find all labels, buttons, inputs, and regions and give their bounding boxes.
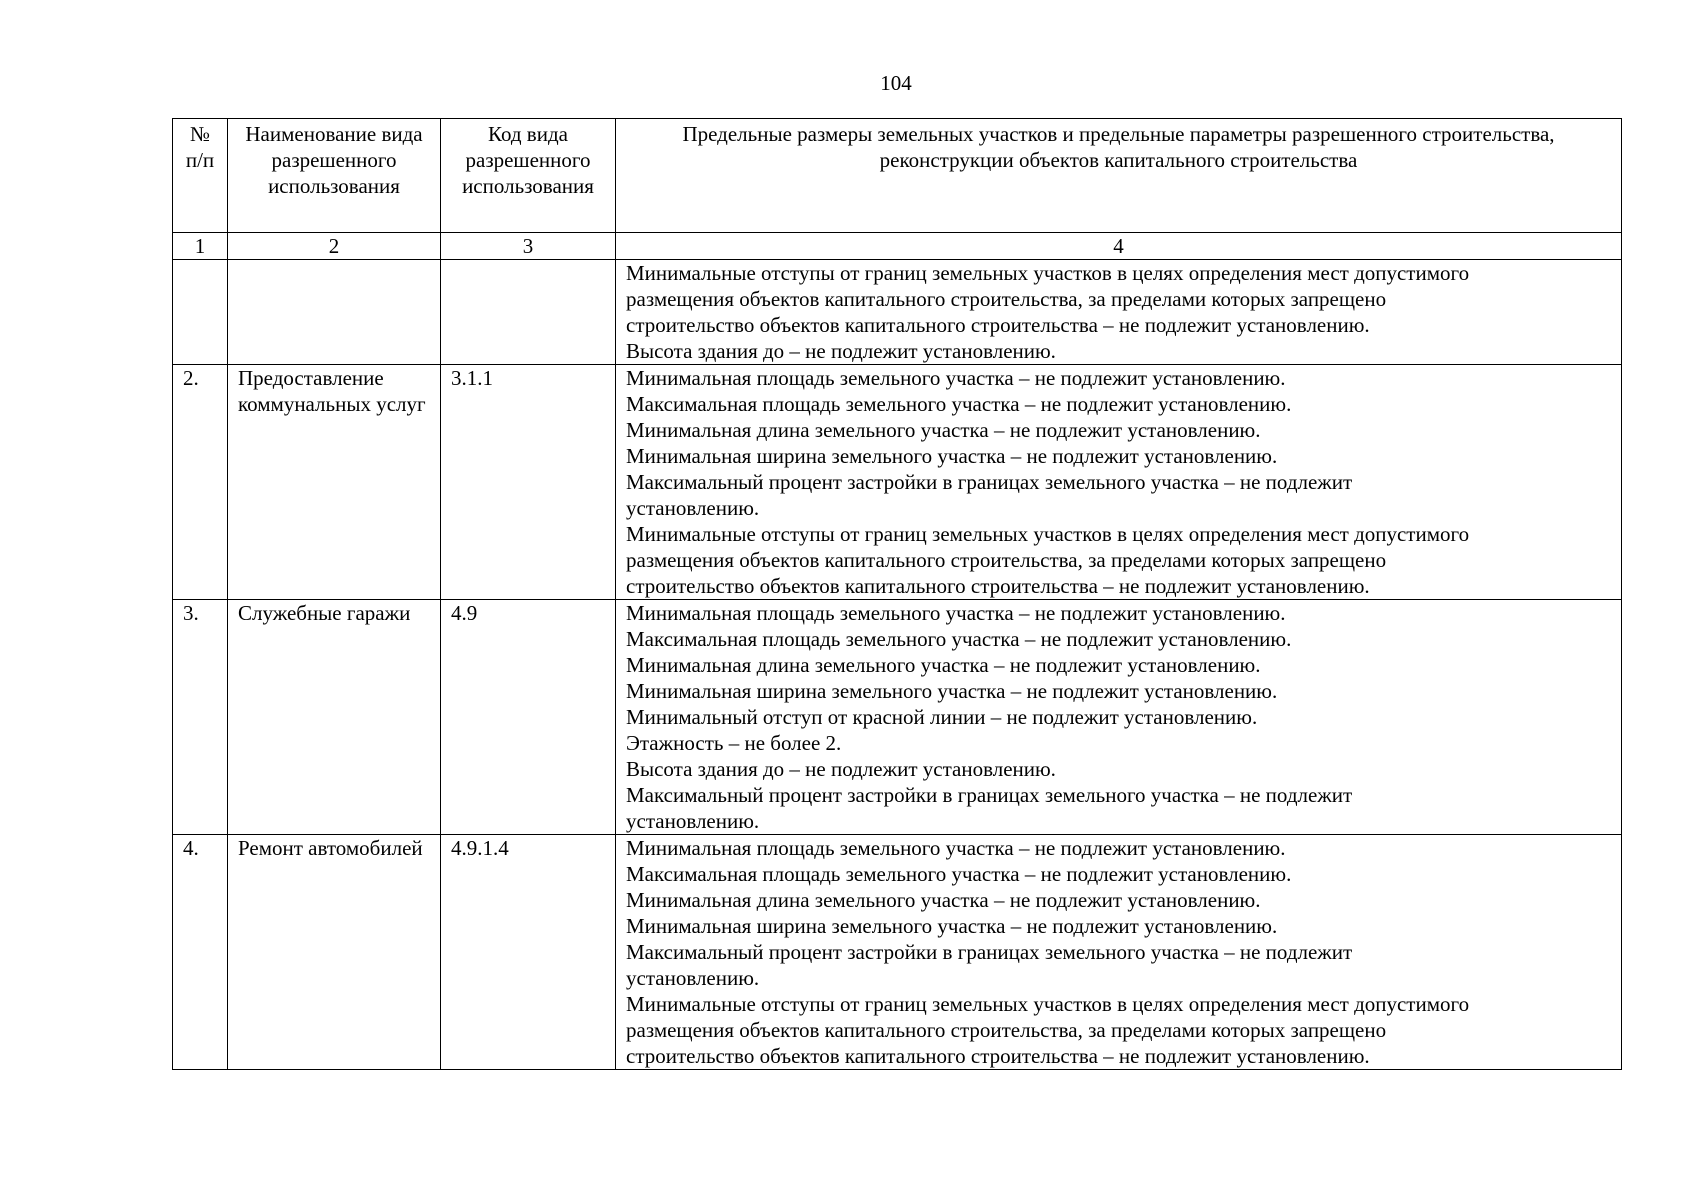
parameter-line: Минимальная ширина земельного участка – не подлежит установлению.: [626, 444, 1278, 468]
parameter-line: установлению.: [626, 966, 760, 990]
parameter-line: Максимальный процент застройки в границах земельного участка – не подлежит: [626, 470, 1353, 494]
use-code: 3.1.1: [441, 365, 616, 600]
header-use-code: Код вида разрешенного использования: [441, 119, 616, 233]
parameter-line: Минимальные отступы от границ земельных участков в целях определения мест допустимого: [626, 992, 1470, 1016]
use-code: 4.9: [441, 600, 616, 835]
parameter-line: размещения объектов капитального строительства, за пределами которых запрещено: [626, 548, 1387, 572]
use-code: [441, 260, 616, 365]
header-number: № п/п: [173, 119, 228, 233]
index-cell: 3: [441, 233, 616, 260]
table-index-row: [173, 233, 1622, 260]
table-row: [173, 835, 1622, 1070]
parameter-line: Минимальная площадь земельного участка – не подлежит установлению.: [626, 836, 1286, 860]
index-cell: 4: [616, 233, 1622, 260]
table-body: [173, 260, 1622, 1070]
parameter-line: Минимальная ширина земельного участка – не подлежит установлению.: [626, 914, 1278, 938]
row-number: 2.: [173, 365, 228, 600]
row-number: [173, 260, 228, 365]
row-number: 3.: [173, 600, 228, 835]
parameters-cell: [616, 260, 1622, 365]
parameter-line: Максимальный процент застройки в границах земельного участка – не подлежит: [626, 783, 1353, 807]
row-number: 4.: [173, 835, 228, 1070]
parameter-line: установлению.: [626, 496, 760, 520]
table-row: [173, 365, 1622, 600]
header-parameters: Предельные размеры земельных участков и предельные параметры разрешенного строительства, реконструкции объектов капитального строительства: [616, 119, 1622, 233]
parameter-line: размещения объектов капитального строительства, за пределами которых запрещено: [626, 287, 1387, 311]
parameter-line: Минимальная длина земельного участка – не подлежит установлению.: [626, 888, 1261, 912]
parameter-line: Минимальная ширина земельного участка – не подлежит установлению.: [626, 679, 1278, 703]
parameter-line: Минимальная площадь земельного участка – не подлежит установлению.: [626, 366, 1286, 390]
parameter-line: строительство объектов капитального строительства – не подлежит установлению.: [626, 1044, 1370, 1068]
parameter-line: Минимальные отступы от границ земельных участков в целях определения мест допустимого: [626, 261, 1470, 285]
table-row: [173, 600, 1622, 835]
parameter-line: размещения объектов капитального строительства, за пределами которых запрещено: [626, 1018, 1387, 1042]
use-name: [228, 260, 441, 365]
parameter-line: строительство объектов капитального строительства – не подлежит установлению.: [626, 313, 1370, 337]
table-header-row: [173, 119, 1622, 233]
land-use-parameters-table: [172, 118, 1622, 1070]
parameters-cell: [616, 835, 1622, 1070]
parameter-line: Максимальная площадь земельного участка – не подлежит установлению.: [626, 862, 1292, 886]
use-name: Служебные гаражи: [228, 600, 441, 835]
use-code: 4.9.1.4: [441, 835, 616, 1070]
parameter-line: Максимальная площадь земельного участка – не подлежит установлению.: [626, 392, 1292, 416]
parameter-line: Минимальная площадь земельного участка – не подлежит установлению.: [626, 601, 1286, 625]
page-number: 104: [880, 71, 912, 95]
parameter-line: Этажность – не более 2.: [626, 731, 842, 755]
parameter-line: Высота здания до – не подлежит установлению.: [626, 339, 1056, 363]
index-cell: 2: [228, 233, 441, 260]
parameters-cell: [616, 600, 1622, 835]
parameter-line: Максимальный процент застройки в границах земельного участка – не подлежит: [626, 940, 1353, 964]
use-name: Ремонт автомобилей: [228, 835, 441, 1070]
parameter-line: Минимальная длина земельного участка – не подлежит установлению.: [626, 653, 1261, 677]
parameter-line: Минимальная длина земельного участка – не подлежит установлению.: [626, 418, 1261, 442]
parameter-line: Минимальный отступ от красной линии – не подлежит установлению.: [626, 705, 1258, 729]
parameter-line: Высота здания до – не подлежит установлению.: [626, 757, 1056, 781]
parameter-line: установлению.: [626, 809, 760, 833]
parameters-cell: [616, 365, 1622, 600]
parameter-line: Минимальные отступы от границ земельных участков в целях определения мест допустимого: [626, 522, 1470, 546]
use-name: Предоставление коммунальных услуг: [228, 365, 441, 600]
index-cell: 1: [173, 233, 228, 260]
parameter-line: Максимальная площадь земельного участка – не подлежит установлению.: [626, 627, 1292, 651]
parameter-line: строительство объектов капитального строительства – не подлежит установлению.: [626, 574, 1370, 598]
header-use-name: Наименование вида разрешенного использования: [228, 119, 441, 233]
table-row: [173, 260, 1622, 365]
